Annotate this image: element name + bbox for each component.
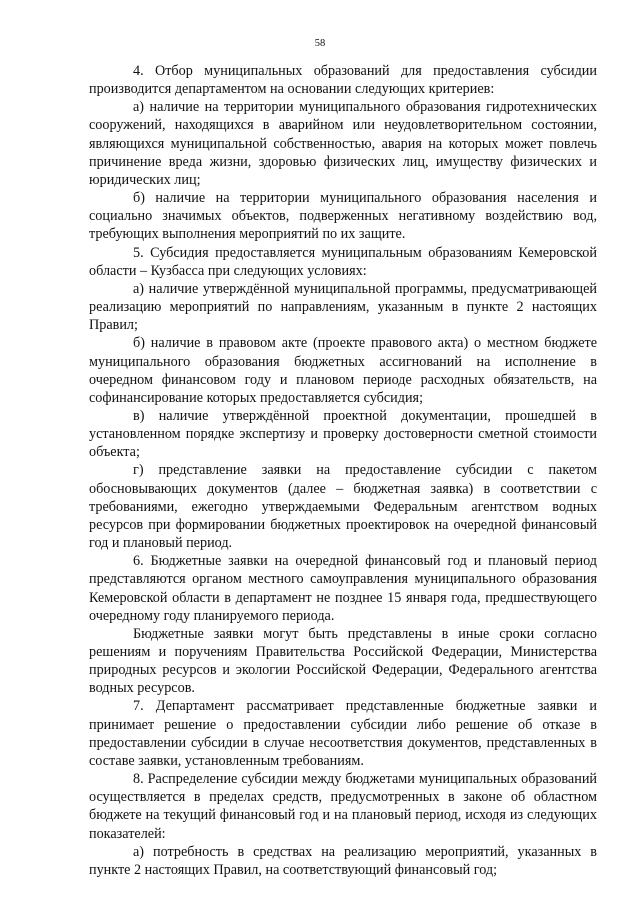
paragraph-8-distribution: 8. Распределение субсидии между бюджетами муниципальных образований осуществляется в пределах средств, предусмотренных в законе об областном бюджете на текущий финансовый год и на плановый период, исходя из следующих показателей: (89, 771, 597, 842)
paragraph-5d-budget-application: г) представление заявки на предоставление субсидии с пакетом обосновывающих документов (далее – бюджетная заявка) в соответствии с требованиями, ежегодно утверждаемыми Федеральным агентством водных ресурсов при формировании бюджетных проектировок на очередной финансовый год и плановый период. (89, 462, 597, 552)
paragraph-5-subsidy-conditions: 5. Субсидия предоставляется муниципальным образованиям Кемеровской области – Кузбасса при следующих условиях: (89, 244, 597, 279)
paragraph-6-application-deadline: 6. Бюджетные заявки на очередной финансовый год и плановый период представляются органом местного самоуправления муниципального образования Кемеровской области в департамент не позднее 15 января года, предшествующего очередному году планируемого периода. (89, 553, 597, 624)
paragraph-5c-project-documentation: в) наличие утверждённой проектной документации, прошедшей в установленном порядке экспертизу и проверку достоверности сметной стоимости объекта; (89, 407, 597, 461)
paragraph-4b-population-objects: б) наличие на территории муниципального образования населения и социально значимых объектов, подверженных негативному воздействию вод, требующих выполнения мероприятий по их защите. (89, 190, 597, 243)
paragraph-5b-budget-act: б) наличие в правовом акте (проекте правового акта) о местном бюджете муниципального образования бюджетных ассигнований на исполнение в очередном финансовом году и плановом периоде расходных обязательств, на софинансирование которых предоставляется субсидия; (89, 335, 597, 406)
page-number: 58 (314, 38, 326, 49)
paragraph-6-other-terms: Бюджетные заявки могут быть представлены в иные сроки согласно решениям и поручениям Правительства Российской Федерации, Министерства природных ресурсов и экологии Российской Федерации, Федерального агентства водных ресурсов. (89, 625, 597, 697)
paragraph-7-department-decision: 7. Департамент рассматривает представленные бюджетные заявки и принимает решение о предоставлении субсидии либо решение об отказе в предоставлении субсидии в случае несоответствия документов, представленных в составе заявки, установленным требованиям. (89, 698, 597, 769)
paragraph-5a-municipal-program: а) наличие утверждённой муниципальной программы, предусматривающей реализацию мероприятий по направлениям, указанным в пункте 2 настоящих Правил; (89, 280, 597, 334)
paragraph-4a-hydraulic-structures: а) наличие на территории муниципального образования гидротехнических сооружений, находящихся в аварийном или неудовлетворительном состоянии, являющихся муниципальной собственностью, авария на которых может повлечь причинение вреда жизни, здоровью физических лиц, имуществу физических и юридических лиц; (89, 99, 597, 188)
paragraph-8a-funding-need: а) потребность в средствах на реализацию мероприятий, указанных в пункте 2 настоящих Правил, на соответствующий финансовый год; (89, 843, 597, 878)
body-text (89, 62, 597, 879)
paragraph-4-selection-criteria: 4. Отбор муниципальных образований для предоставления субсидии производится департаментом на основании следующих критериев: (89, 63, 597, 98)
